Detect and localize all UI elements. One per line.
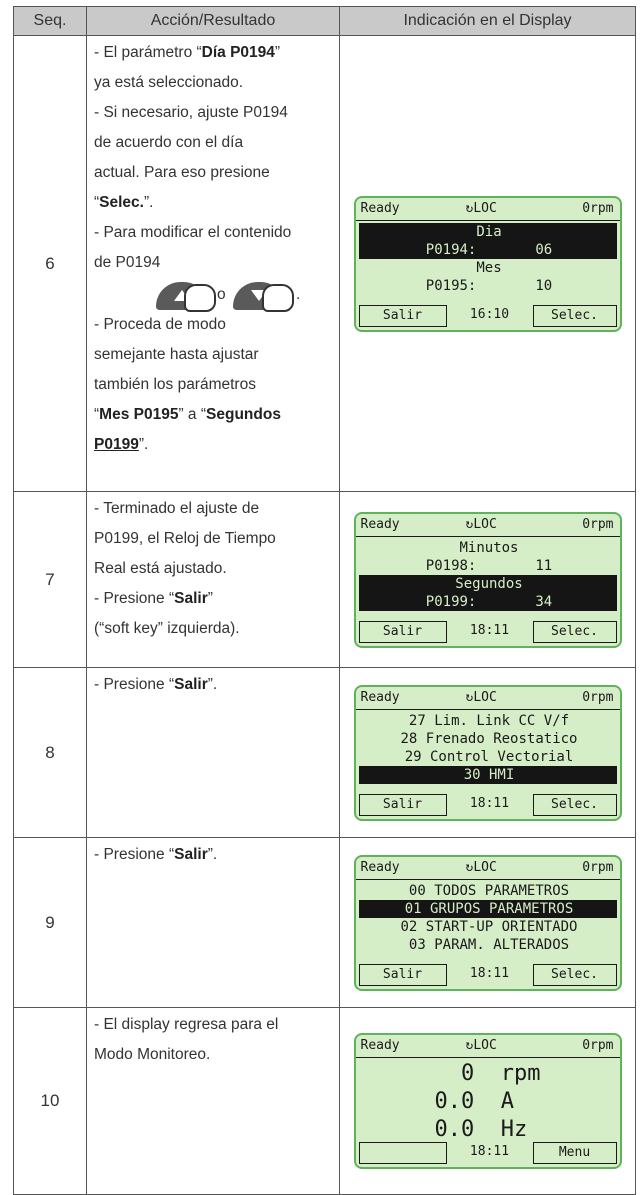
soft-key-right[interactable]: Selec.: [533, 964, 617, 986]
status-speed: 0rpm: [582, 200, 614, 216]
status-mode: ↻LOC: [465, 859, 497, 875]
status-bar: [356, 198, 620, 221]
header-display: Indicación en el Display: [340, 7, 636, 36]
display-content: [359, 539, 617, 611]
desc-line: - Presione “Salir”: [94, 590, 213, 607]
clock-display: 16:10: [469, 306, 510, 322]
soft-key-left[interactable]: Salir: [359, 794, 447, 816]
step-description: [87, 668, 340, 838]
display-content: [359, 712, 617, 784]
display-cell: [340, 1008, 636, 1195]
desc-line: semejante hasta ajustar: [94, 346, 259, 363]
finger-press-icon: [262, 284, 294, 312]
display-line: P0199: 34: [359, 593, 617, 611]
clock-display: 18:11: [469, 795, 510, 811]
procedure-table: [13, 6, 636, 1195]
monitor-line: 0.0 Hz: [434, 1117, 541, 1142]
step-row-10: [14, 1008, 636, 1195]
display-line: Minutos: [459, 539, 519, 556]
header-seq: Seq.: [14, 7, 87, 36]
step-row-8: [14, 668, 636, 838]
finger-press-icon: [184, 284, 216, 312]
desc-line: actual. Para eso presione: [94, 164, 270, 181]
desc-line: ya está seleccionado.: [94, 74, 244, 91]
desc-line: P0199”.: [94, 436, 149, 453]
soft-keys: [359, 305, 617, 327]
soft-key-left[interactable]: Salir: [359, 305, 447, 327]
status-bar: [356, 1035, 620, 1058]
display-cell: [340, 838, 636, 1008]
soft-key-right[interactable]: Selec.: [533, 794, 617, 816]
step-number: 8: [14, 668, 87, 838]
desc-line: “Mes P0195” a “Segundos: [94, 406, 281, 423]
key-illustration: [94, 278, 333, 310]
display-line: P0195: 10: [425, 277, 553, 294]
display-line: 00 TODOS PARAMETROS: [408, 882, 570, 899]
or-label: o: [217, 286, 226, 303]
monitor-line: 0 rpm: [434, 1061, 541, 1086]
soft-key-left[interactable]: Salir: [359, 621, 447, 643]
display-line: 27 Lim. Link CC V/f: [408, 712, 570, 729]
display-line: 03 PARAM. ALTERADOS: [408, 936, 570, 953]
desc-line: de acuerdo con el día: [94, 134, 244, 151]
desc-line: también los parámetros: [94, 376, 256, 393]
display-content: [359, 223, 617, 295]
step-number: 7: [14, 492, 87, 668]
display-content: [359, 882, 617, 954]
soft-keys: [359, 964, 617, 986]
display-line: P0194: 06: [359, 241, 617, 259]
step-row-9: [14, 838, 636, 1008]
hmi-display: [354, 196, 622, 332]
display-cell: [340, 668, 636, 838]
status-speed: 0rpm: [582, 689, 614, 705]
status-state: Ready: [360, 516, 400, 532]
display-line: 28 Frenado Reostatico: [400, 730, 578, 747]
soft-keys: [359, 1142, 617, 1164]
status-mode: ↻LOC: [465, 200, 497, 216]
period-label: .: [296, 286, 301, 303]
status-speed: 0rpm: [582, 1038, 614, 1053]
soft-key-right[interactable]: Selec.: [533, 305, 617, 327]
clock-display: 18:11: [469, 622, 510, 638]
display-line: 30 HMI: [359, 766, 617, 784]
step-description: [87, 838, 340, 1008]
status-state: Ready: [360, 200, 400, 216]
header-action: Acción/Resultado: [87, 7, 340, 36]
soft-keys: [359, 621, 617, 643]
hmi-display: [354, 512, 622, 648]
step-row-7: [14, 492, 636, 668]
status-state: Ready: [360, 1038, 400, 1053]
soft-key-left[interactable]: [359, 1142, 447, 1164]
display-line: 02 START-UP ORIENTADO: [400, 918, 578, 935]
display-content: [359, 1060, 617, 1144]
step-number: 9: [14, 838, 87, 1008]
desc-line: - El parámetro “Día P0194”: [94, 44, 281, 61]
desc-line: - Presione “Salir”.: [94, 846, 218, 863]
display-line: Segundos: [359, 575, 617, 593]
display-line: 01 GRUPOS PARAMETROS: [359, 900, 617, 918]
status-state: Ready: [360, 689, 400, 705]
display-line: Dia: [359, 223, 617, 241]
soft-key-right[interactable]: Menu: [533, 1142, 617, 1164]
display-line: Mes: [476, 259, 502, 276]
status-mode: ↻LOC: [465, 516, 497, 532]
desc-line: - Terminado el ajuste de: [94, 500, 260, 517]
display-line: P0198: 11: [425, 557, 553, 574]
display-cell: [340, 492, 636, 668]
status-mode: ↻LOC: [465, 689, 497, 705]
soft-key-left[interactable]: Salir: [359, 964, 447, 986]
desc-line: - Para modificar el contenido: [94, 224, 292, 241]
desc-line: P0199, el Reloj de Tiempo: [94, 530, 276, 547]
desc-line: - Proceda de modo: [94, 316, 226, 333]
status-bar: [356, 857, 620, 880]
monitor-line: 0.0 A: [434, 1089, 541, 1114]
desc-line: (“soft key” izquierda).: [94, 620, 240, 637]
display-line: 29 Control Vectorial: [404, 748, 574, 765]
desc-line: “Selec.”.: [94, 194, 154, 211]
status-bar: [356, 687, 620, 710]
status-bar: [356, 514, 620, 537]
step-description: [87, 1008, 340, 1195]
header-row: [14, 7, 636, 36]
status-state: Ready: [360, 859, 400, 875]
status-speed: 0rpm: [582, 859, 614, 875]
desc-line: - Presione “Salir”.: [94, 676, 218, 693]
status-mode: ↻LOC: [465, 1038, 497, 1053]
desc-line: - Si necesario, ajuste P0194: [94, 104, 288, 121]
hmi-display: [354, 1033, 622, 1169]
desc-line: de P0194: [94, 254, 161, 271]
soft-keys: [359, 794, 617, 816]
hmi-display: [354, 685, 622, 821]
clock-display: 18:11: [469, 965, 510, 981]
display-cell: [340, 36, 636, 492]
hmi-display: [354, 855, 622, 991]
desc-line: - El display regresa para el: [94, 1016, 279, 1033]
desc-line: Real está ajustado.: [94, 560, 227, 577]
step-description: [87, 36, 340, 492]
desc-line: Modo Monitoreo.: [94, 1046, 211, 1063]
status-speed: 0rpm: [582, 516, 614, 532]
step-number: 10: [14, 1008, 87, 1195]
step-description: [87, 492, 340, 668]
soft-key-right[interactable]: Selec.: [533, 621, 617, 643]
clock-display: 18:11: [469, 1144, 510, 1159]
step-number: 6: [14, 36, 87, 492]
step-row-6: [14, 36, 636, 492]
